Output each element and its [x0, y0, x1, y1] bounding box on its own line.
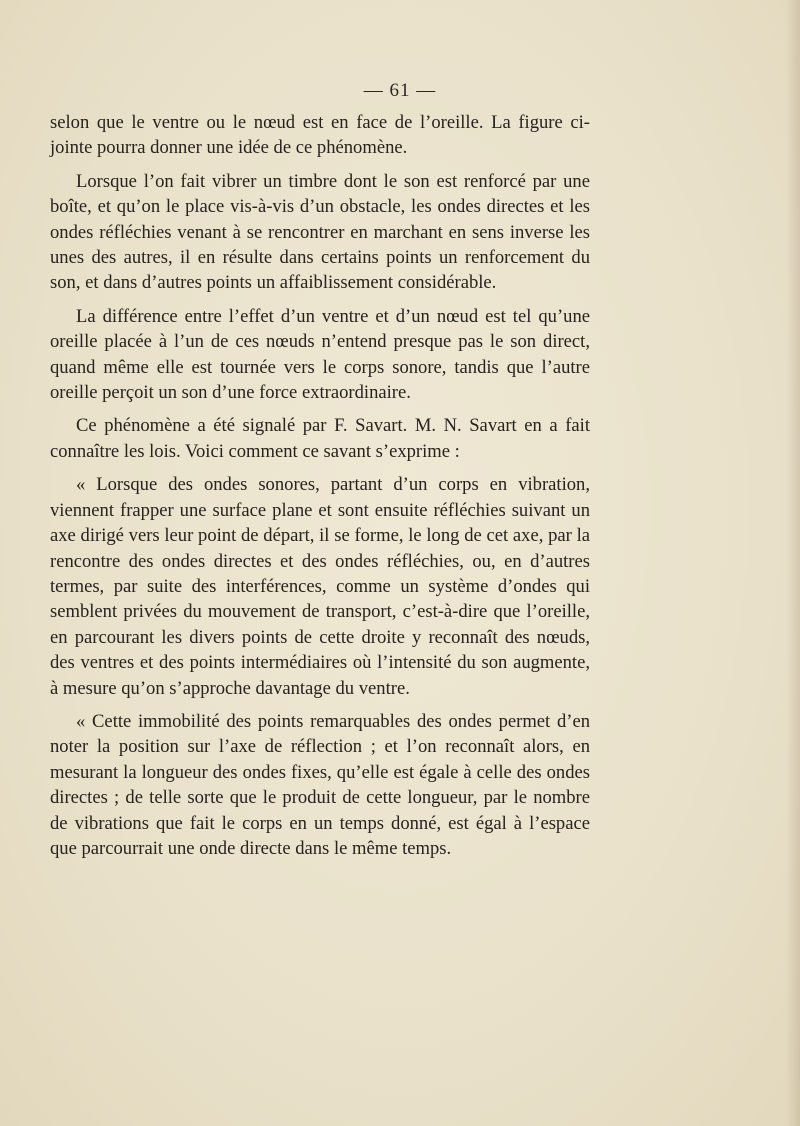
paragraph: La différence entre l’effet d’un ventre et d’un nœud est tel qu’une oreille placée à l’un de ces nœuds n’entend presque pas le son direct, quand même elle est tournée vers le corps sonore, tandis que l’autre oreille perçoit un son d’une force extraordinaire.: [50, 305, 590, 404]
paragraph: Lorsque l’on fait vibrer un timbre dont le son est renforcé par une boîte, et qu’on le place vis-à-vis d’un obstacle, les ondes directes et les ondes réfléchies venant à se rencontrer en marchant en sens inverse les unes des autres, il en résulte dans certains points un renforcement du son, et dans d’autres points un affaiblissement considérable.: [50, 170, 590, 294]
body-text: [50, 110, 590, 869]
paragraph: Ce phénomène a été signalé par F. Savart. M. N. Savart en a fait connaître les lois. Voici comment ce savant s’exprime :: [50, 415, 590, 462]
page-number: — 61 —: [363, 80, 437, 101]
paragraph: selon que le ventre ou le nœud est en face de l’oreille. La figure ci-jointe pourra donner une idée de ce phénomène.: [50, 112, 590, 159]
page-edge-shadow: [786, 0, 800, 1126]
quoted-paragraph: « Cette immobilité des points remarquables des ondes permet d’en noter la position sur l’axe de réflection ; et l’on reconnaît alors, en mesurant la longueur des ondes fixes, qu’elle est égale à celle des ondes directes ; de telle sorte que le produit de cette longueur, par le nombre de vibrations que fait le corps en un temps donné, est égal à l’espace que parcourrait une onde directe dans le même temps.: [50, 710, 590, 859]
quoted-paragraph: « Lorsque des ondes sonores, partant d’un corps en vibration, viennent frapper une surface plane et sont ensuite réfléchies suivant un axe dirigé vers leur point de départ, il se forme, le long de cet axe, par la rencontre des ondes directes et des ondes réfléchies, ou, en d’autres termes, par suite des interférences, comme un système d’ondes qui semblent privées du mouvement de transport, c’est-à-dire que l’oreille, en parcourant les divers points de cette droite y reconnaît des nœuds, des ventres et des points intermédiaires où l’intensité du son augmente, à mesure qu’on s’approche davantage du ventre.: [50, 474, 590, 699]
